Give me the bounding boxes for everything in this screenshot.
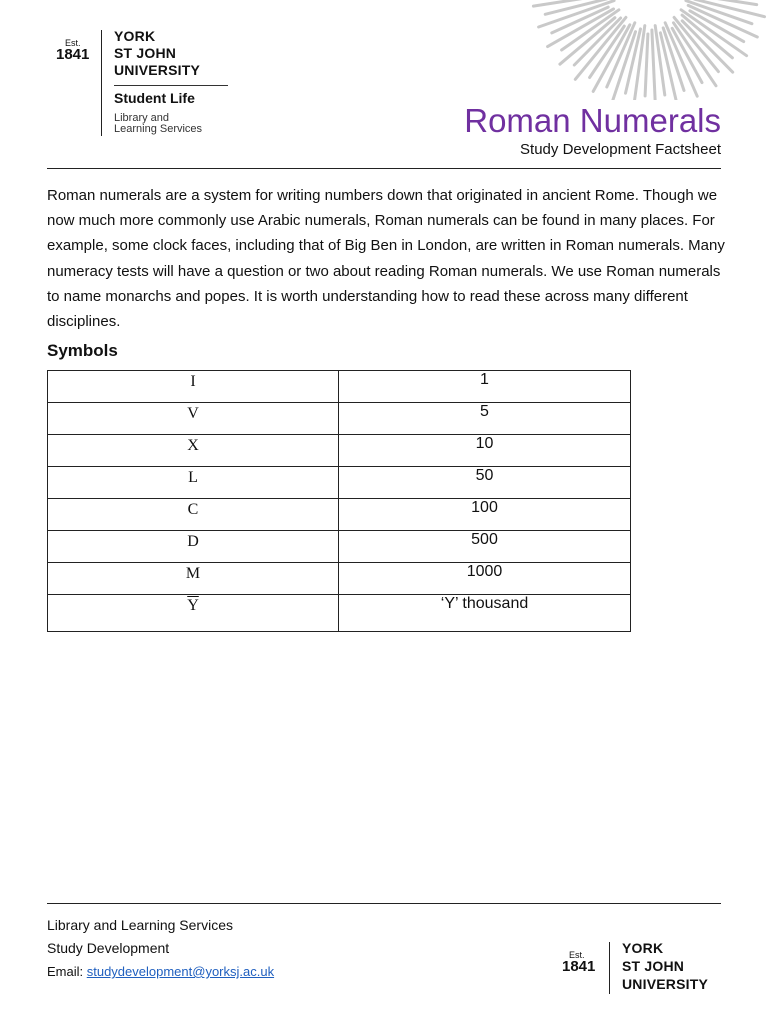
symbols-table	[47, 370, 631, 632]
footer-logo-divider	[609, 942, 610, 994]
table-row	[48, 499, 631, 531]
department-name: Student Life	[114, 90, 195, 106]
symbol-cell: I	[48, 371, 339, 403]
university-name-line-1: YORK	[114, 28, 156, 44]
page-title: Roman Numerals	[464, 102, 721, 139]
sunburst-ray	[652, 30, 656, 100]
email-link[interactable]: studydevelopment@yorksj.ac.uk	[86, 964, 275, 979]
value-cell: 5	[339, 403, 631, 435]
logo-divider-horizontal	[114, 85, 228, 86]
symbol-cell: L	[48, 467, 339, 499]
email-label: Email:	[47, 964, 87, 979]
symbols-heading: Symbols	[47, 341, 118, 360]
sunburst-ray	[645, 34, 648, 96]
footer-divider	[47, 903, 721, 904]
table-row	[48, 467, 631, 499]
header-divider	[47, 168, 721, 169]
footer-email-line	[47, 964, 274, 979]
service-name-line-1: Library and	[114, 112, 170, 124]
table-row	[48, 531, 631, 563]
value-cell: 10	[339, 435, 631, 467]
value-cell: ‘Y’ thousand	[339, 595, 631, 632]
value-cell: 1000	[339, 563, 631, 595]
footer-est-label: Est.	[569, 950, 585, 960]
logo-divider-vertical	[101, 30, 102, 136]
footer-est-year: 1841	[562, 958, 596, 975]
est-label: Est.	[65, 38, 81, 48]
footer-university-name-line-1: YORK	[622, 940, 664, 956]
sunburst-graphic	[480, 0, 768, 100]
table-row	[48, 371, 631, 403]
table-row	[48, 563, 631, 595]
symbol-cell: V	[48, 403, 339, 435]
table-row	[48, 435, 631, 467]
intro-paragraph: Roman numerals are a system for writing numbers down that originated in ancient Rome. Though we now much more commonly use Arabic numerals, Roman numerals can be found in many places. For example, some clock faces, including that of Big Ben in London, are written in Roman numerals. Many numeracy tests will have a question or two about reading Roman numerals. We use Roman numerals to name monarchs and popes. It is worth understanding how to read these across many different disciplines.	[47, 187, 725, 331]
footer-university-logo	[560, 940, 730, 996]
value-cell: 50	[339, 467, 631, 499]
value-cell: 100	[339, 499, 631, 531]
value-cell: 500	[339, 531, 631, 563]
table-row	[48, 403, 631, 435]
university-name-line-3: UNIVERSITY	[114, 62, 201, 78]
symbol-cell: D	[48, 531, 339, 563]
footer-university-name-line-3: UNIVERSITY	[622, 976, 709, 992]
symbol-cell: X	[48, 435, 339, 467]
university-name-line-2: ST JOHN	[114, 45, 177, 61]
value-cell: 1	[339, 371, 631, 403]
symbol-cell	[48, 595, 339, 632]
footer-line-1: Library and Learning Services	[47, 917, 233, 933]
university-logo	[48, 30, 238, 140]
table-row	[48, 595, 631, 632]
service-name-line-2: Learning Services	[114, 123, 203, 135]
footer-line-2: Study Development	[47, 940, 170, 956]
symbol-cell: M	[48, 563, 339, 595]
footer-university-name-line-2: ST JOHN	[622, 958, 685, 974]
overlined-symbol: $\overline{Y}$	[187, 597, 199, 614]
est-year: 1841	[56, 46, 90, 63]
page-subtitle: Study Development Factsheet	[520, 141, 721, 158]
symbol-cell: C	[48, 499, 339, 531]
